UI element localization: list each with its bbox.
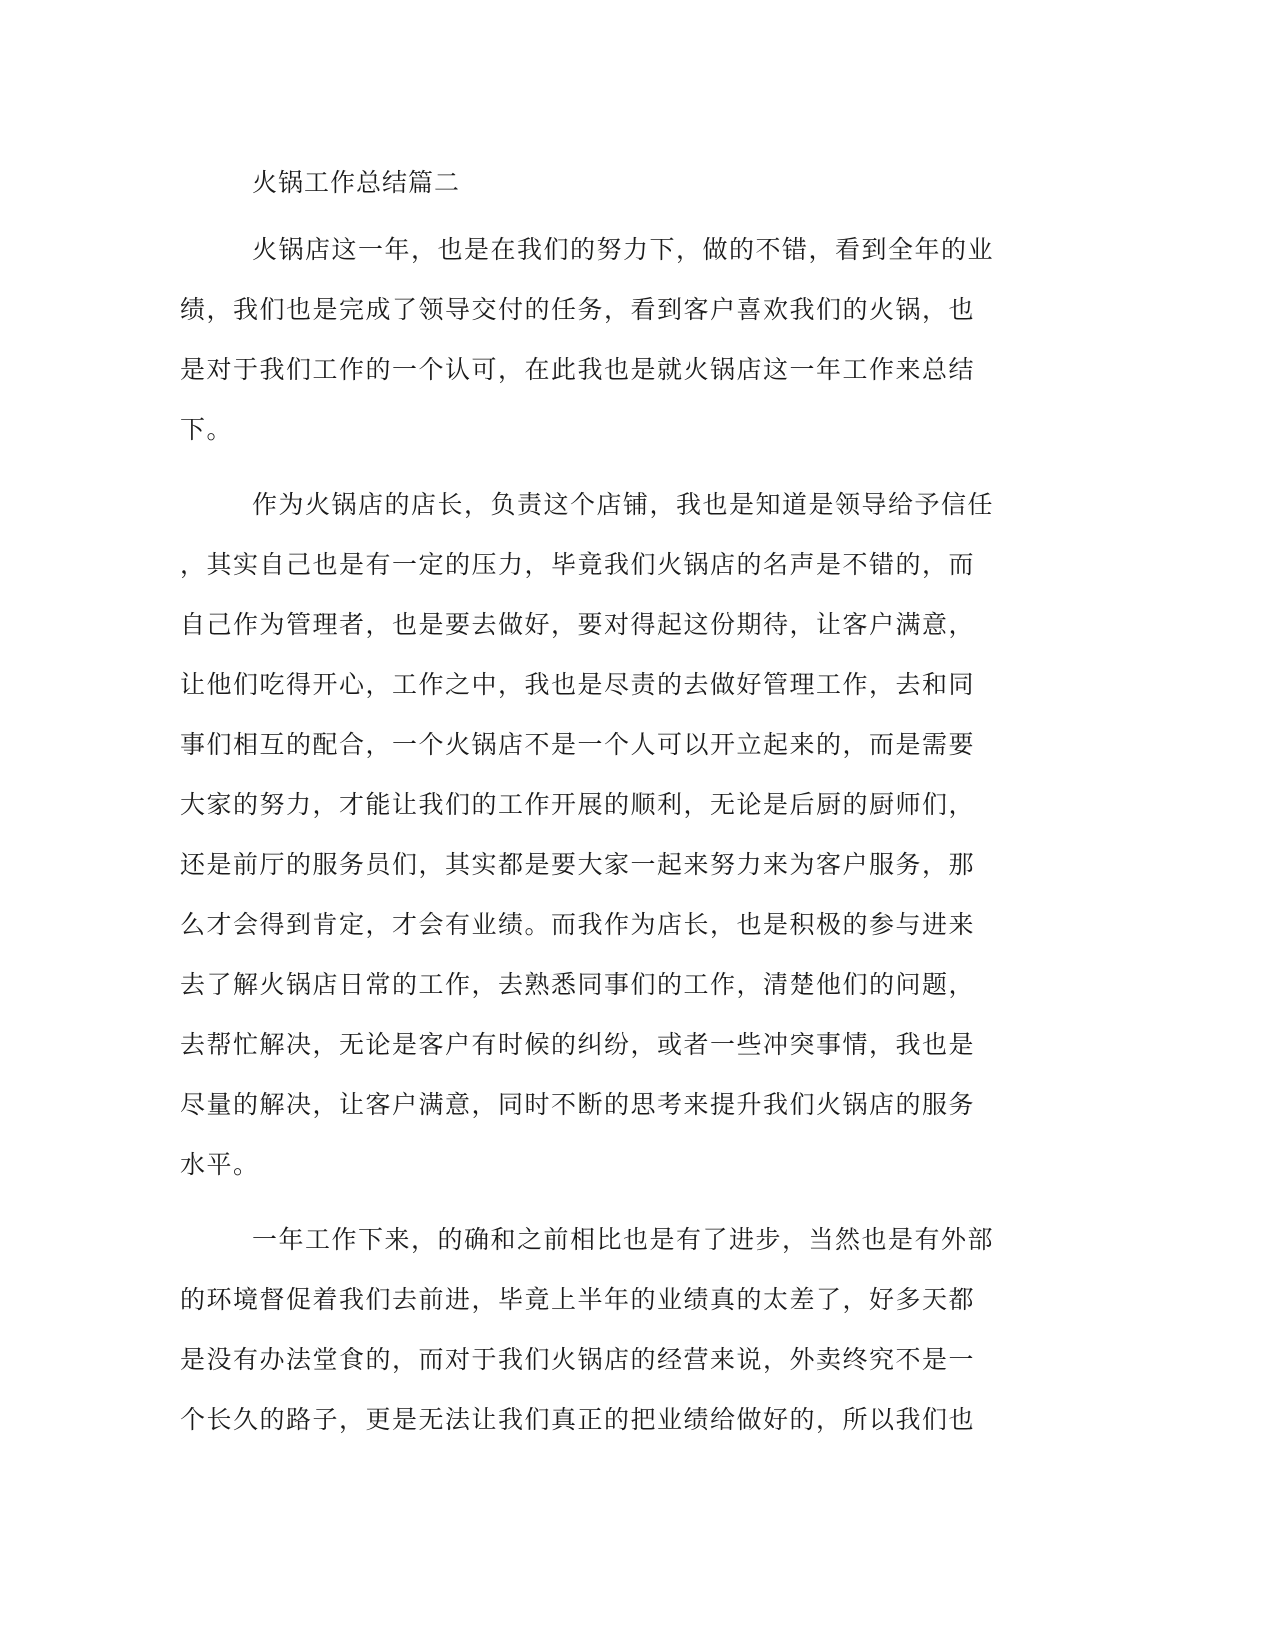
text-line: 火锅店这一年，也是在我们的努力下，做的不错，看到全年的业 bbox=[252, 235, 995, 264]
text-line: 去帮忙解决，无论是客户有时候的纠纷，或者一些冲突事情，我也是 bbox=[180, 1030, 976, 1059]
paragraph-1 bbox=[180, 220, 1040, 460]
text-line: 么才会得到肯定，才会有业绩。而我作为店长，也是积极的参与进来 bbox=[180, 910, 976, 939]
document-body bbox=[180, 160, 1040, 1450]
text-line: 下。 bbox=[180, 415, 234, 444]
text-line: 事们相互的配合，一个火锅店不是一个人可以开立起来的，而是需要 bbox=[180, 730, 976, 759]
text-line: 是对于我们工作的一个认可，在此我也是就火锅店这一年工作来总结 bbox=[180, 355, 976, 384]
text-line: ，其实自己也是有一定的压力，毕竟我们火锅店的名声是不错的，而 bbox=[180, 550, 976, 579]
text-line: 个长久的路子，更是无法让我们真正的把业绩给做好的，所以我们也 bbox=[180, 1405, 976, 1434]
paragraph-3 bbox=[180, 1210, 1040, 1450]
text-line: 大家的努力，才能让我们的工作开展的顺利，无论是后厨的厨师们， bbox=[180, 790, 976, 819]
text-line: 是没有办法堂食的，而对于我们火锅店的经营来说，外卖终究不是一 bbox=[180, 1345, 976, 1374]
text-line: 尽量的解决，让客户满意，同时不断的思考来提升我们火锅店的服务 bbox=[180, 1090, 976, 1119]
text-line: 去了解火锅店日常的工作，去熟悉同事们的工作，清楚他们的问题， bbox=[180, 970, 976, 999]
document-heading: 火锅工作总结篇二 bbox=[252, 168, 461, 197]
text-line: 水平。 bbox=[180, 1150, 260, 1179]
text-line: 让他们吃得开心，工作之中，我也是尽责的去做好管理工作，去和同 bbox=[180, 670, 976, 699]
text-line: 作为火锅店的店长，负责这个店铺，我也是知道是领导给予信任 bbox=[252, 490, 995, 519]
text-line: 还是前厅的服务员们，其实都是要大家一起来努力来为客户服务，那 bbox=[180, 850, 976, 879]
text-line: 绩，我们也是完成了领导交付的任务，看到客户喜欢我们的火锅，也 bbox=[180, 295, 976, 324]
text-line: 一年工作下来，的确和之前相比也是有了进步，当然也是有外部 bbox=[252, 1225, 995, 1254]
text-line: 自己作为管理者，也是要去做好，要对得起这份期待，让客户满意， bbox=[180, 610, 976, 639]
paragraph-2 bbox=[180, 475, 1040, 1195]
text-line: 的环境督促着我们去前进，毕竟上半年的业绩真的太差了，好多天都 bbox=[180, 1285, 976, 1314]
